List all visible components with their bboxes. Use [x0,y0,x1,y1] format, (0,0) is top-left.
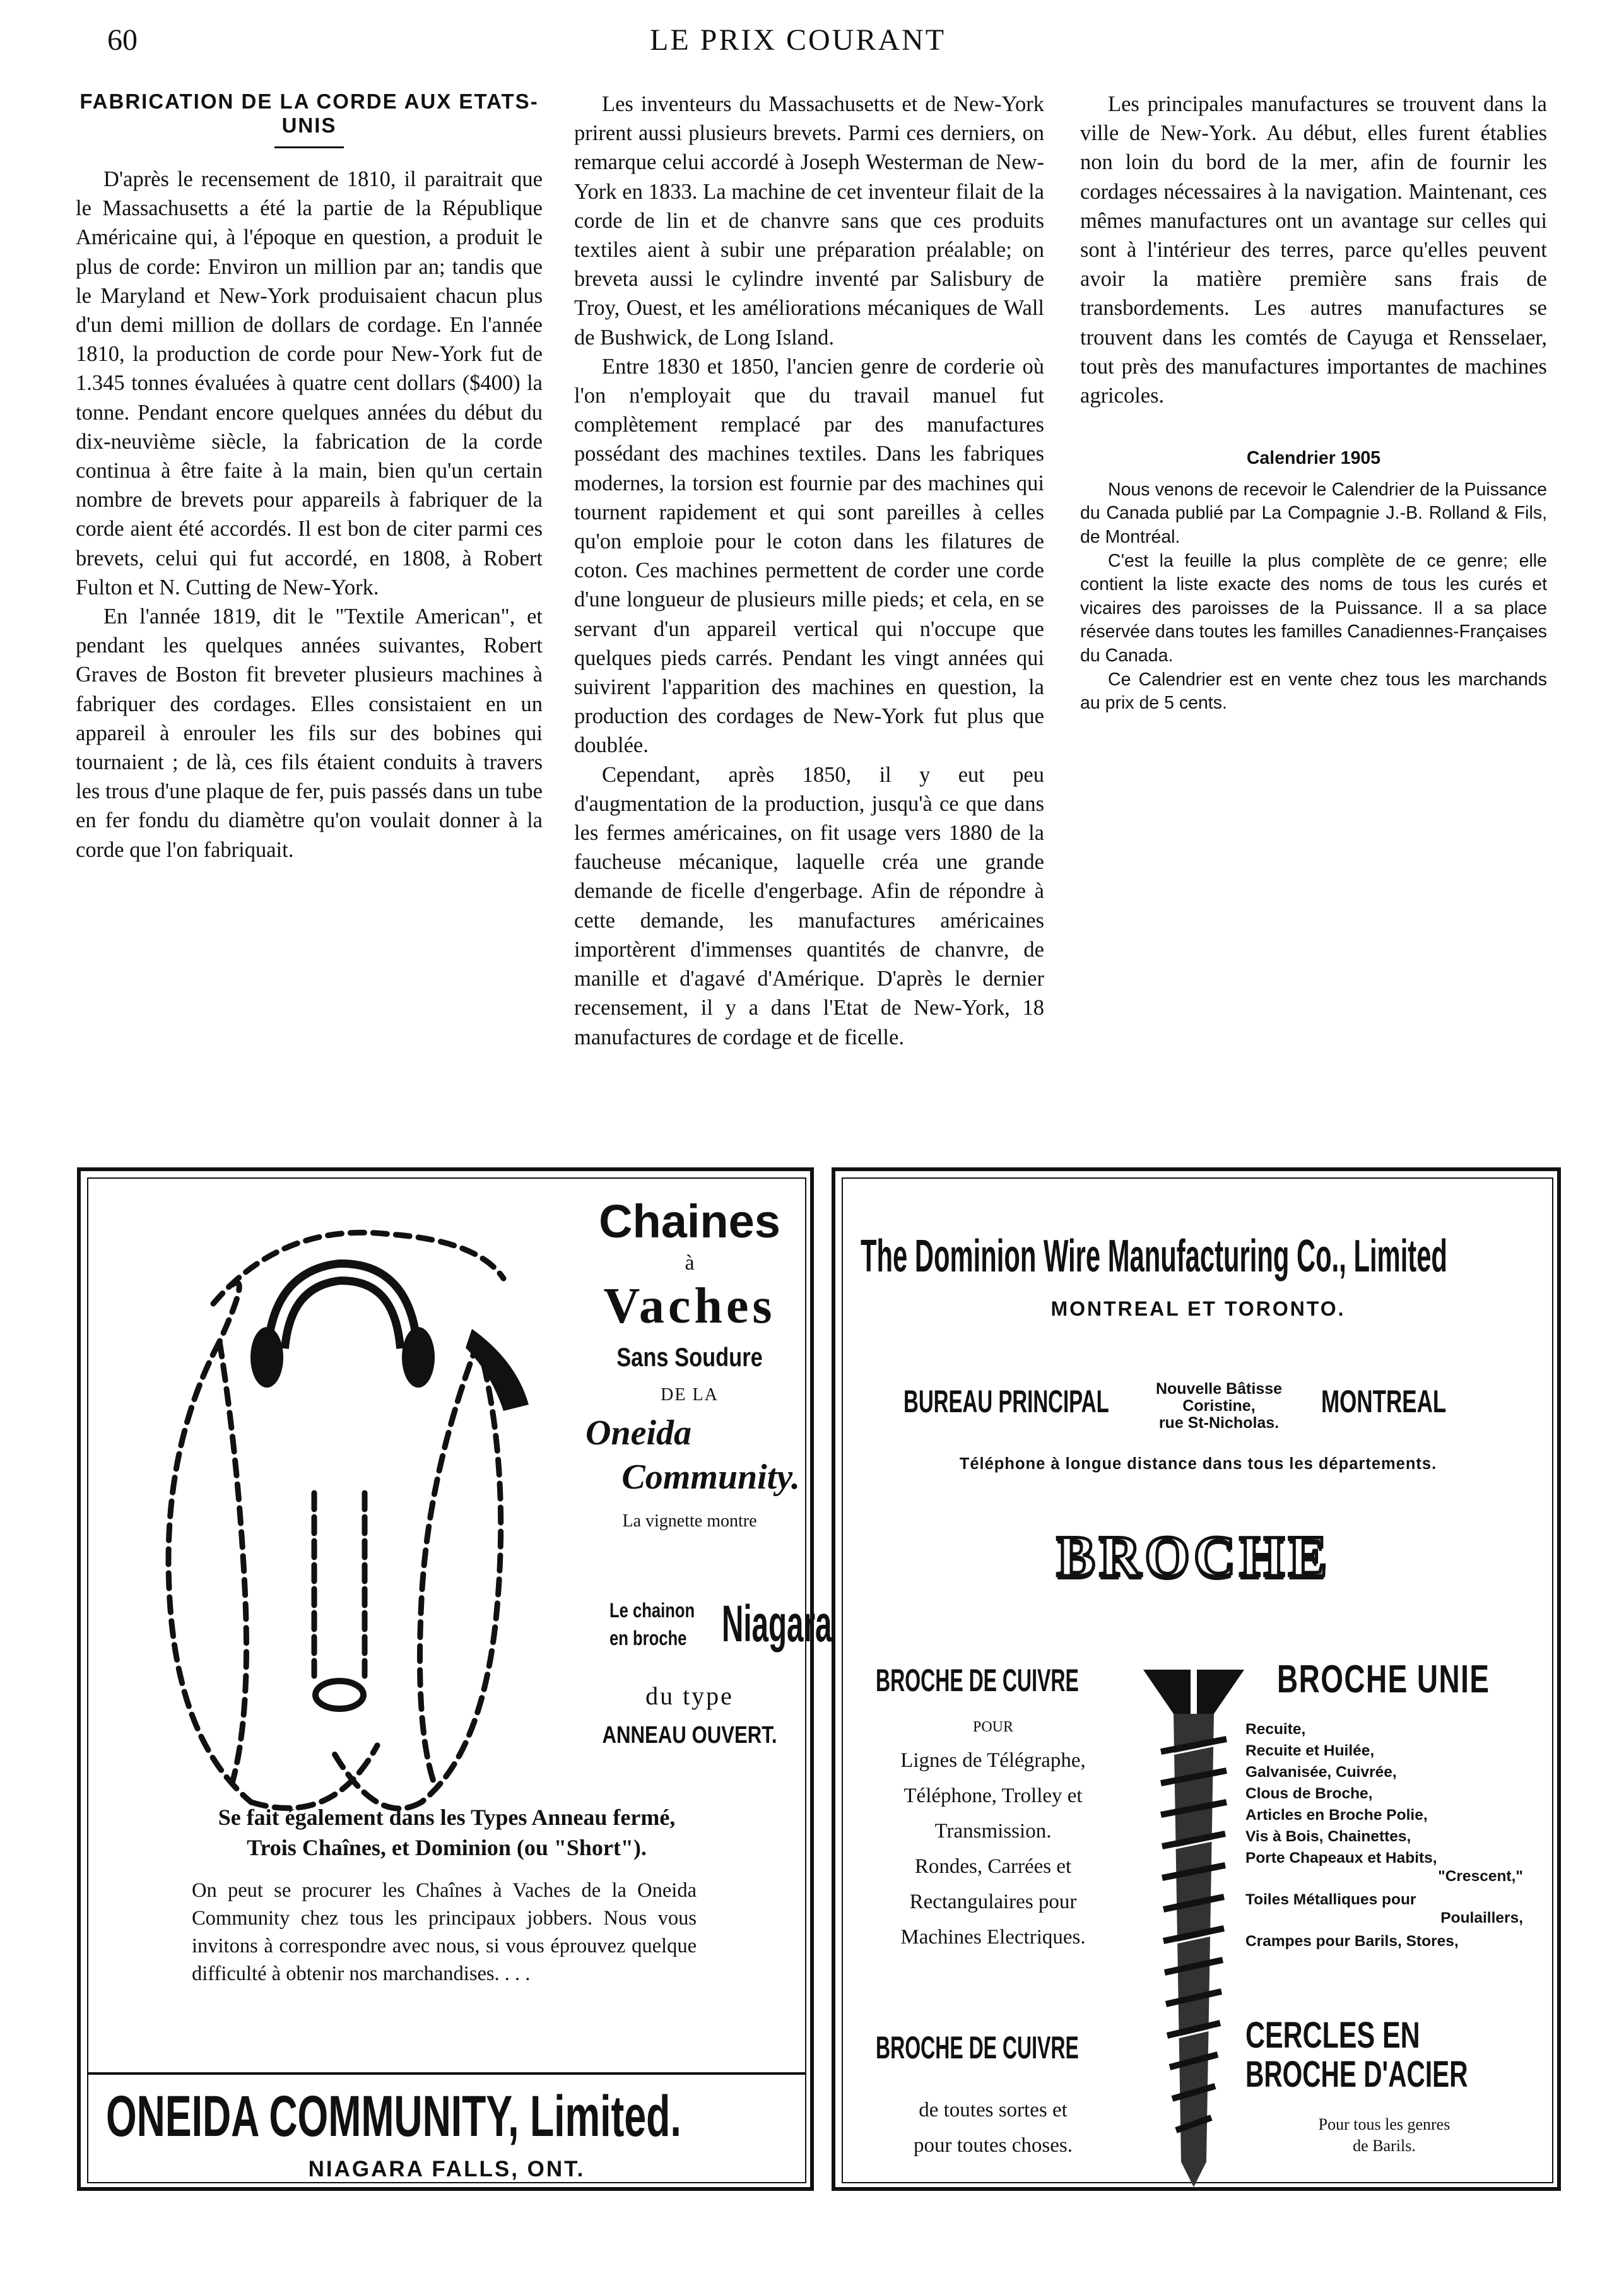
ad-right-item: Poulaillers, [1440,1909,1523,1926]
ad-office-address-2: rue St-Nicholas. [1158,1414,1280,1432]
calendar-notice [1080,447,1547,716]
ad-pour: POUR [972,1719,1014,1735]
article-paragraph: Les principales manufactures se trouvent dans la ville de New-York. Au début, elles furent établies non loin du bord de la mer, afin de fournir les cordages nécessaires à la navigation. Maintenant, ces mêmes manufactures ont un avantage sur celles qui sont à l'intérieur des terres, parce qu'elles peuvent avoir la matière première sans frais de transbordements. Les autres manufactures se trouvent dans les comtés de Cayuga et Rensselaer, tout près des manufactures importantes de machines agricoles. [1080,92,1547,408]
title-rule [274,146,344,148]
ad-right-head: BROCHE UNIE [1277,1658,1490,1701]
page-number: 60 [107,23,138,57]
dominion-wire-advertisement [832,1167,1561,2191]
ad-office-address-1: Nouvelle Bâtisse Coristine, [1155,1380,1283,1415]
ad-de-la: DE LA [661,1385,719,1405]
cow-chain-illustration [125,1196,592,1834]
ad-headline-vaches: Vaches [603,1278,776,1334]
ad-office-city: MONTREAL [1321,1384,1447,1419]
article-column-2 [574,90,1044,1052]
ad-left-use: Lignes de Télégraphe, [900,1749,1086,1772]
article-title: FABRICATION DE LA CORDE AUX ETATS-UNIS [79,90,539,137]
ad-company-name: The Dominion Wire Manufacturing Co., Limited [861,1231,1447,1282]
ad-chain-label-2: en broche [609,1627,687,1649]
ad-footer-name: ONEIDA COMMUNITY, Limited. [106,2084,681,2149]
ad-footer-city: NIAGARA FALLS, ONT. [308,2157,585,2181]
ad-right-item: Crampes pour Barils, Stores, [1245,1933,1459,1950]
ad-right-item: Recuite, [1245,1721,1306,1738]
calendar-paragraph: Nous venons de recevoir le Calendrier de la Puissance du Canada publié par La Compagnie J.-B. Rolland & Fils, de Montréal. [1080,479,1547,548]
ad-type-name: ANNEAU OUVERT. [602,1722,777,1749]
ad-left-head: BROCHE DE CUIVRE [876,1663,1079,1698]
ad-left-use: Machines Electriques. [900,1926,1086,1949]
ad-left-head-2: BROCHE DE CUIVRE [876,2030,1079,2065]
article-paragraph: D'après le recensement de 1810, il paraitrait que le Massachusetts a été la partie de la République Américaine qui, à l'époque en question, a produit le plus de corde: Environ un million par an; tandis que le Maryland et New-York produisaient chacun plus d'un demi million de dollars de cordage. En l'année 1810, la production de corde pour New-York fut de 1.345 tonnes évaluées à quatre cent dollars ($400) la tonne. Pendant encore quelques années du début du dix-neuvième siècle, la fabrication de la corde continua à être faite à la main, bien qu'un certain nombre de brevets pour appareils à fabriquer de la corde aient été accordés. Il est bon de citer parmi ces brevets, celui qui fut accordé, en 1808, à Robert Fulton et N. Cutting de New-York. [76,167,543,599]
ad-right-item: "Crescent," [1438,1868,1523,1885]
ad-left-use: Rectangulaires pour [909,1891,1077,1913]
ad-right-item: Porte Chapeaux et Habits, [1245,1849,1437,1867]
ad-also-line-2: Trois Chaînes, et Dominion (ou "Short"). [247,1835,647,1860]
ad-right-head-2-line-2: BROCHE D'ACIER [1245,2054,1468,2095]
ad-also-line-1: Se fait également dans les Types Anneau fermé, [218,1805,676,1830]
journal-title: LE PRIX COURANT [650,23,946,57]
ad-left-use: Téléphone, Trolley et [903,1784,1083,1807]
ad-headline-a: à [685,1251,695,1275]
ad-left-use-2: pour toutes choses. [913,2134,1073,2157]
ad-headline-chaines: Chaines [599,1195,780,1248]
ad-subhead: Sans Soudure [616,1342,763,1372]
ad-office-label: BUREAU PRINCIPAL [903,1384,1109,1419]
oneida-advertisement [77,1167,832,2191]
ad-right-item: Galvanisée, Cuivrée, [1245,1764,1397,1781]
article-column-1 [76,90,543,864]
article-paragraph: Cependant, après 1850, il y eut peu d'augmentation de la production, jusqu'à ce que dans les fermes américaines, on fit usage vers 1880 de la faucheuse mécanique, laquelle créa une grande demande de ficelle d'engerbage. Afin de répondre à cette demande, les manufactures américaines importèrent d'immenses quantités de chanvre, de manille et d'agavé d'Amérique. D'après le dernier recensement, il y a dans l'Etat de New-York, 18 manufactures de cordage et de ficelle. [574,762,1044,1049]
ad-right-item: Vis à Bois, Chainettes, [1245,1828,1411,1845]
ad-left-use-2: de toutes sortes et [919,2099,1068,2121]
ad-phone: Téléphone à longue distance dans tous les départements. [959,1455,1437,1473]
article-column-3 [1080,90,1547,716]
ad-notice: On peut se procurer les Chaînes à Vaches de la Oneida Community chez tous les principaux jobbers. Nous vous invitons à correspondre avec nous, si vous éprouvez quelque difficulté à obtenir nos marchandises. . . . [192,1879,697,1985]
screw-illustration [1143,1663,1244,2187]
ad-right-item: Toiles Métalliques pour [1245,1891,1416,1908]
ad-right-note: Pour tous les genres [1318,2115,1450,2133]
article-paragraph: Les inventeurs du Massachusetts et de New-York prirent aussi plusieurs brevets. Parmi ces derniers, on remarque celui accordé à Joseph Westerman de New-York en 1833. La machine de cet inventeur filait de la corde de lin et de chanvre sans que ces produits textiles aient à subir une préparation préalable; on breveta aussi le cylindre inventé par Salisbury de Troy, Ouest, et les améliorations mécaniques de Wall de Bushwick, de Long Island. [574,92,1044,350]
ad-left-use: Transmission. [934,1820,1052,1843]
calendar-paragraph: Ce Calendrier est en vente chez tous les marchands au prix de 5 cents. [1080,669,1547,714]
ad-cities: MONTREAL ET TORONTO. [1050,1297,1346,1320]
calendar-title: Calendrier 1905 [1246,448,1381,469]
ad-right-note: de Barils. [1353,2137,1416,2155]
ad-right-item: Clous de Broche, [1245,1785,1373,1802]
ad-caption: La vignette montre [622,1511,757,1531]
article-paragraph: Entre 1830 et 1850, l'ancien genre de corderie où l'on n'employait que du travail manuel fut complètement remplacé par des manufactures possédant des machines textiles. Dans les fabriques modernes, la torsion est fournie par des machines qui tournent rapidement et qui sont pareilles à celles qu'on emploie pour le coton dans les filatures de coton. Ces machines permettent de corder une corde d'une longueur de plusieurs mille pieds; et cela, en se servant d'un appareil vertical qui n'occupe que quelques pieds carrés. Pendant les vingt années qui suivirent l'apparition des machines en question, la production des cordages de New-York fut plus que doublée. [574,354,1044,758]
ad-left-use: Rondes, Carrées et [914,1855,1072,1878]
article-paragraph: En l'année 1819, dit le "Textile American", et pendant les quelques années suivantes, Robert Graves de Boston fit breveter plusieurs machines à fabriquer des cordages. Elles consistaient en un appareil à enrouler les fils sur des bobines qui tournaient ; de là, ces fils étaient conduits à travers les trous d'une plaque de fer, puis passés dans un tube en fer fondu du diamètre qu'on voulait donner à la corde que l'on fabriquait. [76,605,543,862]
ad-right-item: Recuite et Huilée, [1245,1742,1375,1759]
ad-du-type: du type [645,1682,734,1710]
ad-chain-name: Niagara [722,1595,832,1653]
ad-company-oneida: Oneida [585,1413,691,1453]
ad-chain-label-1: Le chainon [609,1599,695,1622]
ad-footer-rule [87,2072,805,2075]
ad-company-community: Community. [621,1458,800,1497]
ad-right-item: Articles en Broche Polie, [1245,1807,1428,1824]
calendar-paragraph: C'est la feuille la plus complète de ce genre; elle contient la liste exacte des noms de tous les curés et vicaires des paroisses de la Puissance. Il a sa place réservée dans toutes les familles Canadiennes-Françaises du Canada. [1080,550,1547,666]
ad-right-head-2-line-1: CERCLES EN [1245,2015,1420,2056]
ad-product-broche: BROCHE [1056,1524,1331,1588]
